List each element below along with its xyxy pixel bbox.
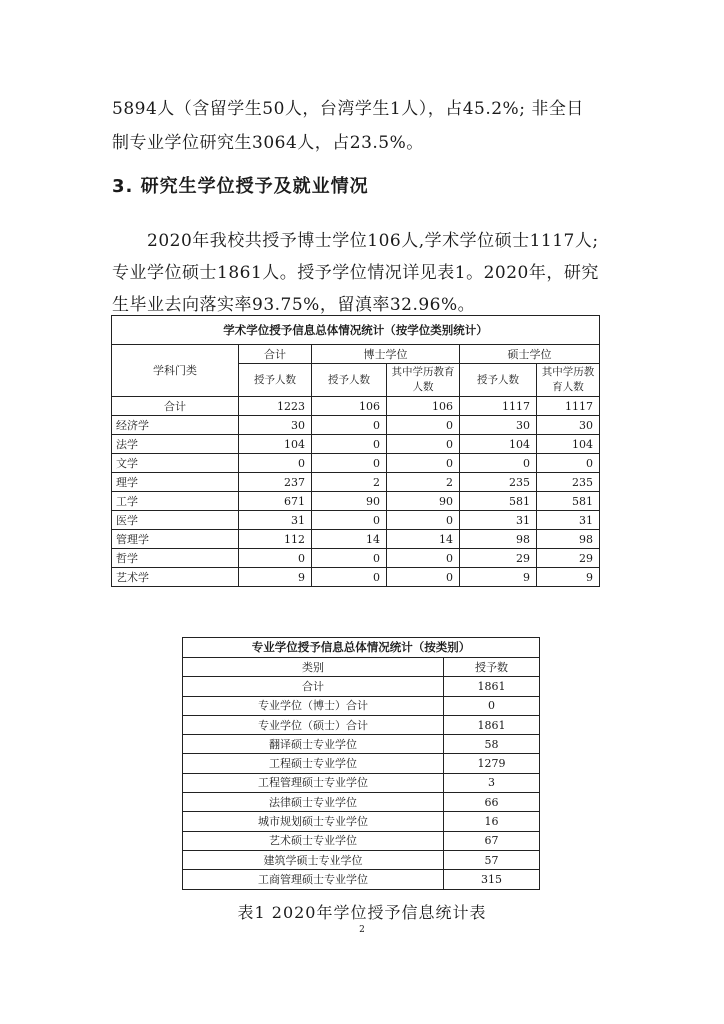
- table1-cell-name: 理学: [112, 473, 239, 492]
- table1-cell-doctor-edu: 106: [387, 397, 460, 416]
- table2-cell-name: 城市规划硕士专业学位: [183, 812, 444, 831]
- table1-cell-master-edu: 30: [537, 416, 600, 435]
- table1-cell-doctor-edu: 0: [387, 416, 460, 435]
- table1-subheader-master-edu: 其中学历教育人数: [537, 364, 600, 397]
- table2-row: [183, 715, 540, 734]
- table1-cell-total: 671: [239, 492, 312, 511]
- table1-cell-total: 112: [239, 530, 312, 549]
- table1-cell-doctor-edu: 90: [387, 492, 460, 511]
- table1-cell-master: 104: [460, 435, 537, 454]
- table1-cell-doctor: 0: [312, 511, 387, 530]
- table2-cell-name: 工程管理硕士专业学位: [183, 773, 444, 792]
- table1-subheader-doctor-edu: 其中学历教育人数: [387, 364, 460, 397]
- table2-title: 专业学位授予信息总体情况统计（按类别）: [183, 638, 540, 658]
- table2-cell-count: 66: [444, 793, 540, 812]
- table1-cell-name: 哲学: [112, 549, 239, 568]
- table1-cell-master-edu: 581: [537, 492, 600, 511]
- table1-cell-doctor: 0: [312, 416, 387, 435]
- table1-cell-doctor: 106: [312, 397, 387, 416]
- table2-cell-name: 艺术硕士专业学位: [183, 831, 444, 850]
- table1-cell-doctor-edu: 0: [387, 511, 460, 530]
- table2-cell-name: 工商管理硕士专业学位: [183, 870, 444, 889]
- table1-cell-doctor: 90: [312, 492, 387, 511]
- table1-row: [112, 473, 600, 492]
- professional-degree-table: [182, 637, 540, 890]
- table2-cell-name: 建筑学硕士专业学位: [183, 850, 444, 869]
- table1-row: [112, 530, 600, 549]
- table1-row: [112, 492, 600, 511]
- table2-cell-name: 工程硕士专业学位: [183, 754, 444, 773]
- table2-row: [183, 754, 540, 773]
- table2-cell-count: 1861: [444, 677, 540, 696]
- table1-row: [112, 435, 600, 454]
- table2-row: [183, 677, 540, 696]
- table1-cell-total: 104: [239, 435, 312, 454]
- table1-subheader-doctor-awarded: 授予人数: [312, 364, 387, 397]
- table1-cell-doctor: 0: [312, 549, 387, 568]
- table1-cell-name: 法学: [112, 435, 239, 454]
- table2-cell-count: 0: [444, 696, 540, 715]
- table1-cell-master: 581: [460, 492, 537, 511]
- table1-cell-doctor: 0: [312, 568, 387, 587]
- table1-row: [112, 397, 600, 416]
- table2-row: [183, 696, 540, 715]
- table1-row: [112, 511, 600, 530]
- table2-cell-count: 58: [444, 735, 540, 754]
- table1-cell-master-edu: 9: [537, 568, 600, 587]
- table2-cell-count: 315: [444, 870, 540, 889]
- table1-row: [112, 454, 600, 473]
- table1-cell-doctor: 14: [312, 530, 387, 549]
- section-line-3: 生毕业去向落实率93.75%，留滇率32.96%。: [112, 295, 476, 315]
- table1-cell-master: 235: [460, 473, 537, 492]
- table1-header-doctor: 博士学位: [312, 345, 460, 364]
- table1-row: [112, 416, 600, 435]
- table1-cell-master-edu: 31: [537, 511, 600, 530]
- table1-cell-master: 29: [460, 549, 537, 568]
- table-caption: 表1 2020年学位授予信息统计表: [237, 903, 487, 922]
- intro-line-2: 制专业学位研究生3064人，占23.5%。: [112, 133, 424, 153]
- table1-cell-doctor: 0: [312, 435, 387, 454]
- table2-row: [183, 812, 540, 831]
- table1-cell-master-edu: 29: [537, 549, 600, 568]
- table1-cell-total: 237: [239, 473, 312, 492]
- academic-degree-table: [111, 315, 600, 587]
- table2-cell-name: 专业学位（博士）合计: [183, 696, 444, 715]
- table2-header-category: 类别: [183, 658, 444, 677]
- table2-header-count: 授予数: [444, 658, 540, 677]
- table2-row: [183, 870, 540, 889]
- table1-subheader-master-awarded: 授予人数: [460, 364, 537, 397]
- table1-cell-master: 31: [460, 511, 537, 530]
- table1-cell-master: 1117: [460, 397, 537, 416]
- section-heading: 3. 研究生学位授予及就业情况: [112, 176, 369, 197]
- table1-cell-master-edu: 235: [537, 473, 600, 492]
- table1-cell-master: 0: [460, 454, 537, 473]
- table1-cell-master-edu: 1117: [537, 397, 600, 416]
- table2-cell-count: 1279: [444, 754, 540, 773]
- table2-cell-count: 1861: [444, 715, 540, 734]
- table1-header-category: 学科门类: [112, 345, 239, 397]
- table1-cell-master: 30: [460, 416, 537, 435]
- table2-cell-name: 翻译硕士专业学位: [183, 735, 444, 754]
- table2-cell-count: 3: [444, 773, 540, 792]
- table1-cell-name: 合计: [112, 397, 239, 416]
- table1-header-master: 硕士学位: [460, 345, 600, 364]
- table1-cell-doctor: 0: [312, 454, 387, 473]
- table2-row: [183, 831, 540, 850]
- table1-cell-doctor-edu: 0: [387, 568, 460, 587]
- table2-row: [183, 773, 540, 792]
- table1-cell-total: 30: [239, 416, 312, 435]
- table2-row: [183, 735, 540, 754]
- table1-cell-total: 1223: [239, 397, 312, 416]
- table2-cell-count: 57: [444, 850, 540, 869]
- table1-title: 学术学位授予信息总体情况统计（按学位类别统计）: [112, 316, 600, 345]
- table1-cell-name: 文学: [112, 454, 239, 473]
- table2-cell-name: 合计: [183, 677, 444, 696]
- intro-line-1: 5894人（含留学生50人，台湾学生1人），占45.2%; 非全日: [112, 99, 584, 119]
- table1-cell-doctor: 2: [312, 473, 387, 492]
- table1-subheader-total-awarded: 授予人数: [239, 364, 312, 397]
- table1-row: [112, 568, 600, 587]
- table1-cell-name: 医学: [112, 511, 239, 530]
- table1-row: [112, 549, 600, 568]
- section-line-2: 专业学位硕士1861人。授予学位情况详见表1。2020年，研究: [112, 263, 599, 283]
- table2-row: [183, 850, 540, 869]
- table1-cell-total: 0: [239, 454, 312, 473]
- table1-cell-name: 经济学: [112, 416, 239, 435]
- table1-cell-doctor-edu: 0: [387, 549, 460, 568]
- table1-cell-master: 9: [460, 568, 537, 587]
- table2-row: [183, 793, 540, 812]
- table1-cell-master: 98: [460, 530, 537, 549]
- table1-cell-doctor-edu: 0: [387, 454, 460, 473]
- table1-cell-doctor-edu: 14: [387, 530, 460, 549]
- table1-cell-master-edu: 104: [537, 435, 600, 454]
- table1-cell-master-edu: 0: [537, 454, 600, 473]
- table1-header-total: 合计: [239, 345, 312, 364]
- table2-cell-count: 67: [444, 831, 540, 850]
- table1-cell-name: 工学: [112, 492, 239, 511]
- page-number: 2: [359, 925, 365, 935]
- table1-cell-doctor-edu: 2: [387, 473, 460, 492]
- table1-cell-total: 9: [239, 568, 312, 587]
- table1-cell-total: 0: [239, 549, 312, 568]
- table2-cell-name: 法律硕士专业学位: [183, 793, 444, 812]
- table1-cell-name: 艺术学: [112, 568, 239, 587]
- table1-cell-master-edu: 98: [537, 530, 600, 549]
- table2-cell-count: 16: [444, 812, 540, 831]
- table1-cell-doctor-edu: 0: [387, 435, 460, 454]
- table2-cell-name: 专业学位（硕士）合计: [183, 715, 444, 734]
- section-line-1: 2020年我校共授予博士学位106人,学术学位硕士1117人;: [112, 231, 599, 251]
- table1-cell-total: 31: [239, 511, 312, 530]
- table1-cell-name: 管理学: [112, 530, 239, 549]
